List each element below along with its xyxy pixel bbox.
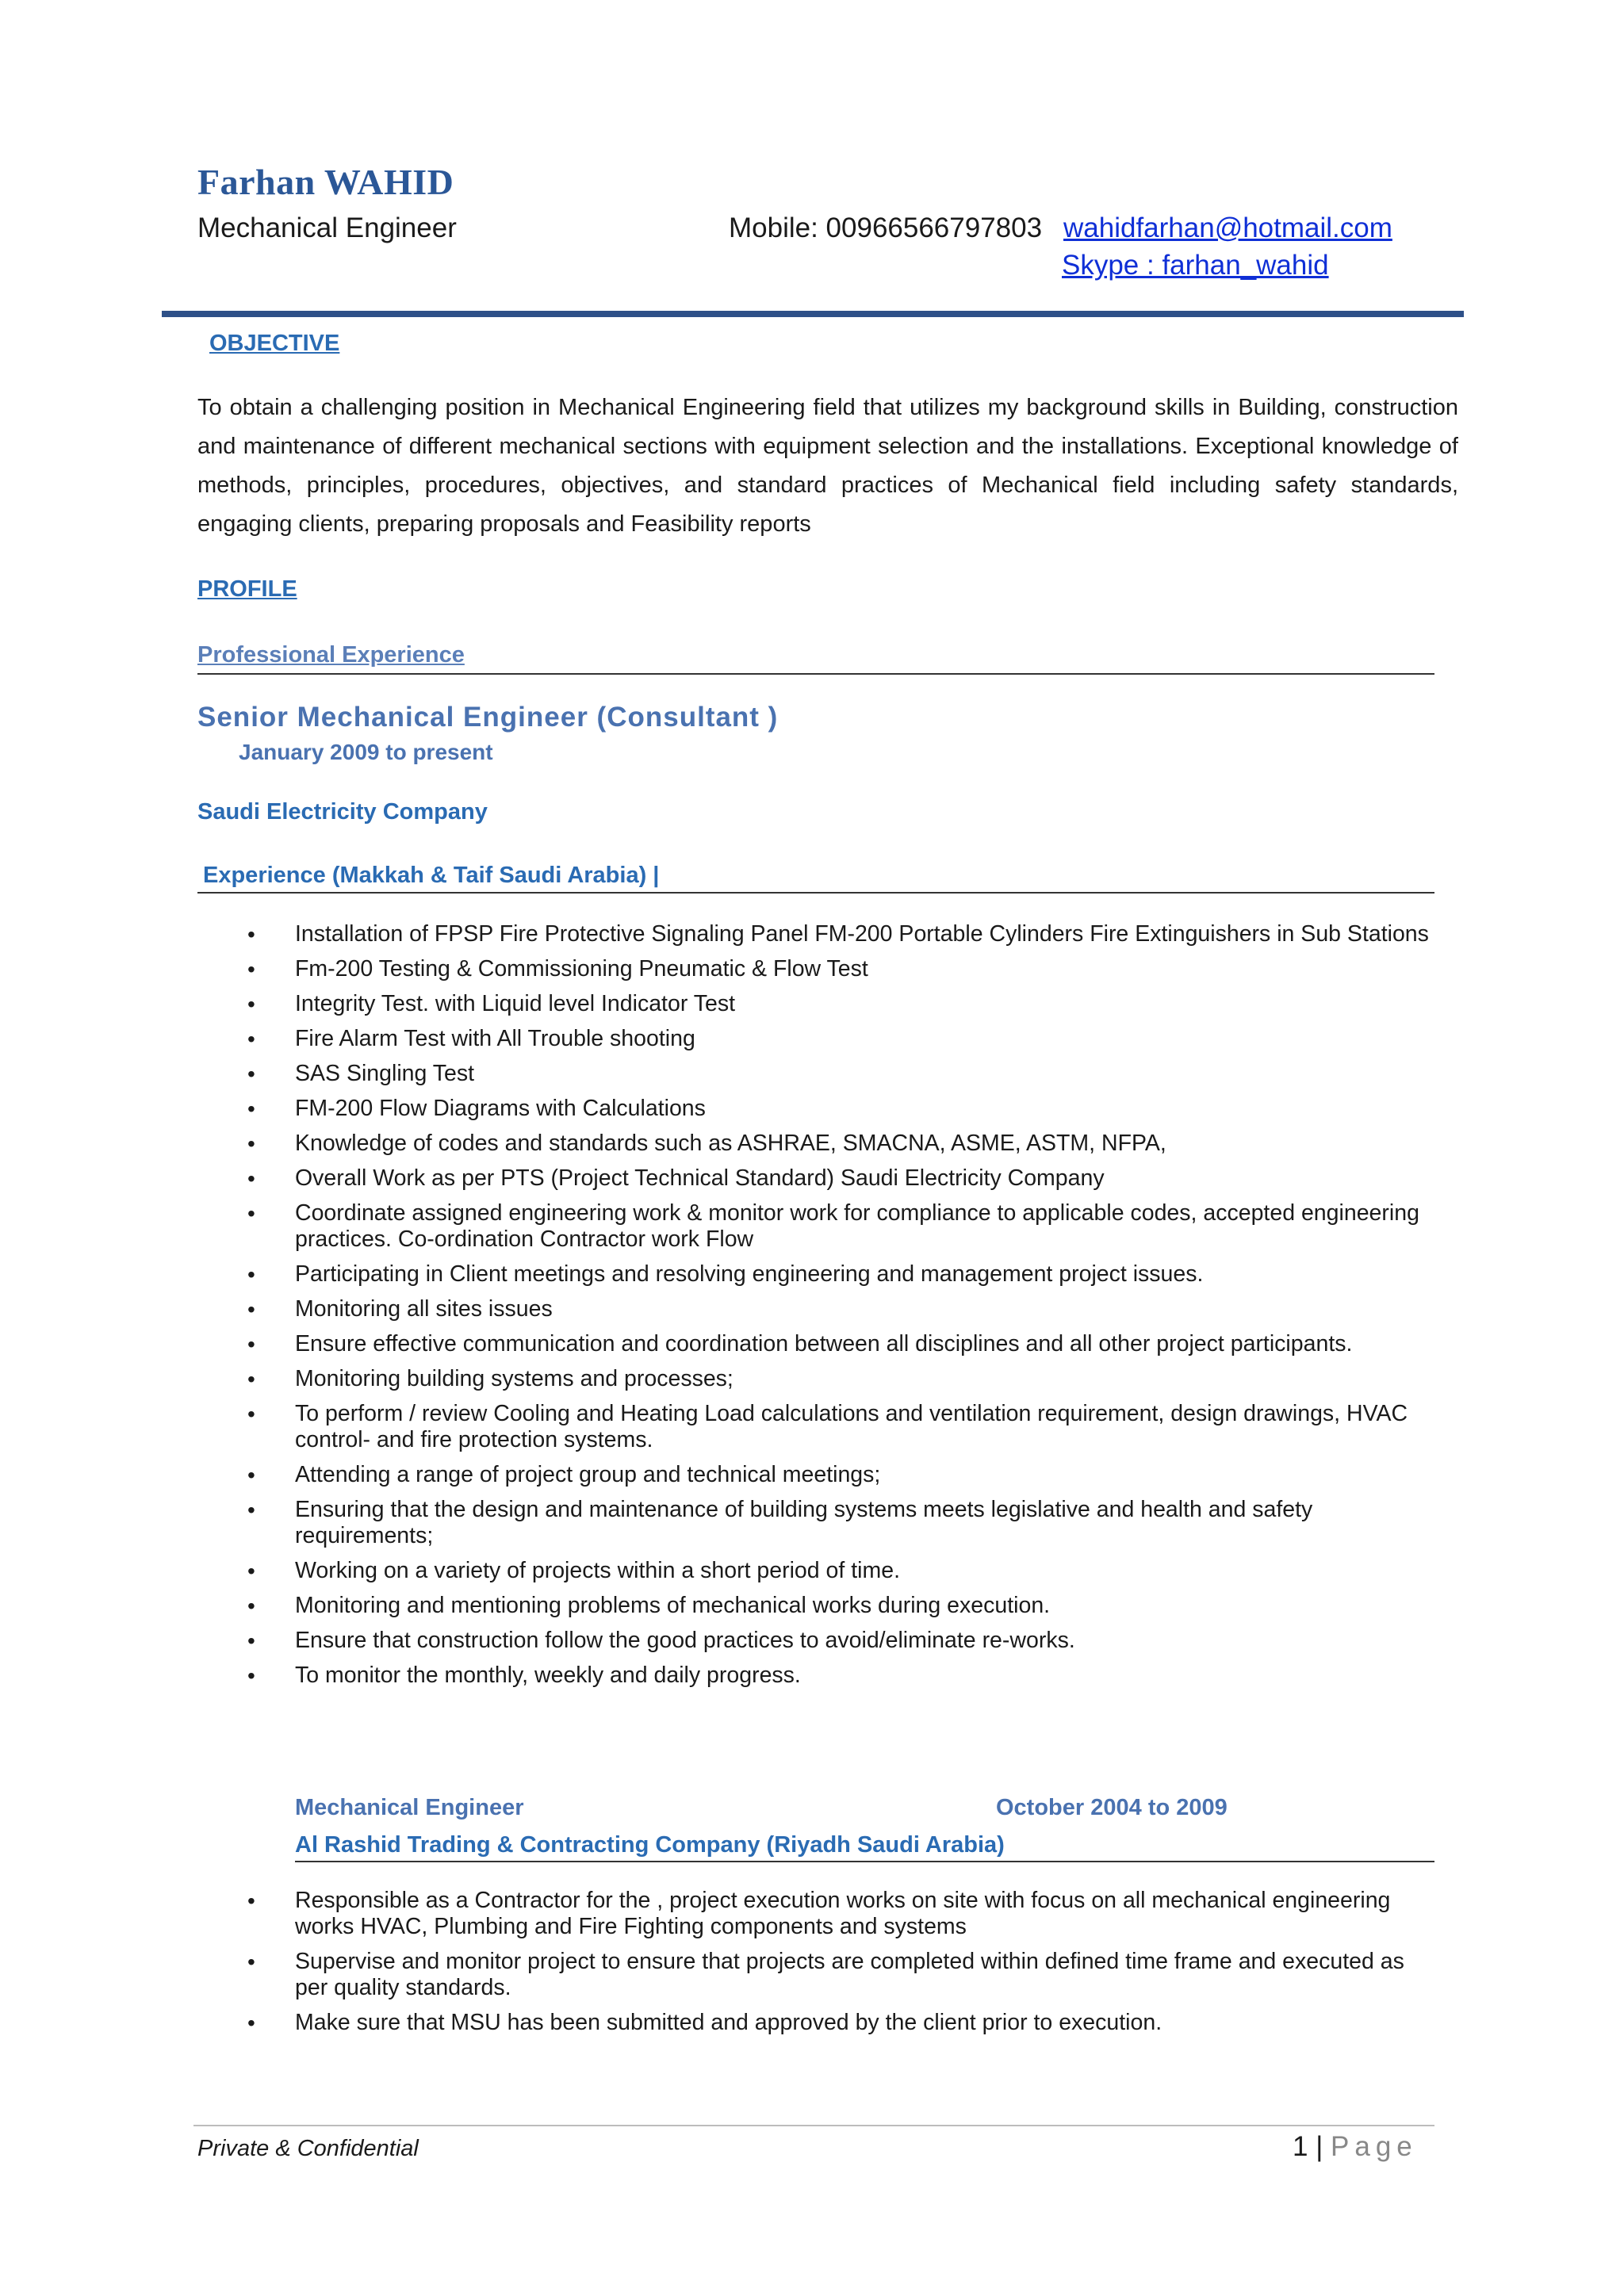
list-item: • Coordinate assigned engineering work & monitor work for compliance to applicable codes, accepted engineering practices. Co-ordination Contractor work Flow: [247, 1200, 1431, 1253]
page-number-value: 1: [1293, 2131, 1308, 2162]
section-divider: [295, 1861, 1434, 1862]
list-item: • Overall Work as per PTS (Project Technical Standard) Saudi Electricity Company: [247, 1165, 1431, 1192]
list-item: • Monitoring and mentioning problems of mechanical works during execution.: [247, 1593, 1431, 1619]
list-item: • Ensure effective communication and coordination between all disciplines and all other project participants.: [247, 1331, 1431, 1357]
page-number: [1293, 2131, 1418, 2163]
company-name: Saudi Electricity Company: [197, 799, 488, 825]
list-item: • Make sure that MSU has been submitted and approved by the client prior to execution.: [247, 2010, 1431, 2036]
footer-confidential: Private & Confidential: [197, 2136, 419, 2161]
list-item: • Knowledge of codes and standards such as ASHRAE, SMACNA, ASME, ASTM, NFPA,: [247, 1131, 1431, 1157]
list-item: • Monitoring building systems and processes;: [247, 1366, 1431, 1392]
list-item: • Fm-200 Testing & Commissioning Pneumatic & Flow Test: [247, 956, 1431, 982]
professional-experience-heading: Professional Experience: [197, 642, 465, 668]
list-item: • Attending a range of project group and technical meetings;: [247, 1462, 1431, 1488]
list-item: • Supervise and monitor project to ensure that projects are completed within defined time frame and executed as per quality standards.: [247, 1949, 1431, 2001]
profile-heading: PROFILE: [197, 576, 297, 602]
page-label: Page: [1331, 2131, 1418, 2162]
candidate-title: Mechanical Engineer: [197, 212, 457, 243]
candidate-name: Farhan WAHID: [197, 162, 454, 202]
list-item: • Working on a variety of projects within a short period of time.: [247, 1558, 1431, 1584]
experience-location: Experience (Makkah & Taif Saudi Arabia) |: [203, 863, 660, 888]
job1-duty-list: [247, 921, 1431, 1697]
header-divider: [162, 311, 1464, 317]
objective-heading: OBJECTIVE: [209, 331, 340, 356]
list-item: • Ensure that construction follow the good practices to avoid/eliminate re-works.: [247, 1628, 1431, 1654]
section-divider: [197, 892, 1434, 894]
list-item: • To perform / review Cooling and Heating Load calculations and ventilation requirement, design drawings, HVAC control- and fire protection systems.: [247, 1401, 1431, 1453]
section-divider: [197, 673, 1434, 675]
job-dates: January 2009 to present: [239, 740, 493, 764]
list-item: • Integrity Test. with Liquid level Indicator Test: [247, 991, 1431, 1017]
list-item: • To monitor the monthly, weekly and daily progress.: [247, 1663, 1431, 1689]
footer-divider: [193, 2125, 1434, 2126]
email-link[interactable]: wahidfarhan@hotmail.com: [1063, 212, 1392, 243]
job2-duty-list: [247, 1888, 1431, 2045]
page-separator: |: [1316, 2131, 1323, 2162]
list-item: • Installation of FPSP Fire Protective Signaling Panel FM-200 Portable Cylinders Fire Extinguishers in Sub Stations: [247, 921, 1431, 947]
job2-dates: October 2004 to 2009: [996, 1795, 1228, 1820]
list-item: • Ensuring that the design and maintenance of building systems meets legislative and health and safety requirements;: [247, 1497, 1431, 1549]
job2-company: Al Rashid Trading & Contracting Company (Riyadh Saudi Arabia): [295, 1832, 1005, 1858]
skype-link[interactable]: Skype : farhan_wahid: [1062, 250, 1329, 281]
mobile-number: Mobile: 00966566797803: [729, 212, 1043, 243]
job2-role: Mechanical Engineer: [295, 1795, 524, 1820]
list-item: • Participating in Client meetings and resolving engineering and management project issues.: [247, 1261, 1431, 1288]
job-title: Senior Mechanical Engineer (Consultant ): [197, 702, 779, 733]
list-item: • Responsible as a Contractor for the , project execution works on site with focus on all mechanical engineering works HVAC, Plumbing and Fire Fighting components and systems: [247, 1888, 1431, 1940]
objective-text: To obtain a challenging position in Mechanical Engineering field that utilizes my background skills in Building, construction and maintenance of different mechanical sections with equipment selection and the installations. Exceptional knowledge of methods, principles, procedures, objectives, and standard practices of Mechanical field including safety standards, engaging clients, preparing proposals and Feasibility reports: [197, 395, 1458, 537]
list-item: • FM-200 Flow Diagrams with Calculations: [247, 1096, 1431, 1122]
list-item: • Monitoring all sites issues: [247, 1296, 1431, 1322]
list-item: • Fire Alarm Test with All Trouble shooting: [247, 1026, 1431, 1052]
list-item: • SAS Singling Test: [247, 1061, 1431, 1087]
